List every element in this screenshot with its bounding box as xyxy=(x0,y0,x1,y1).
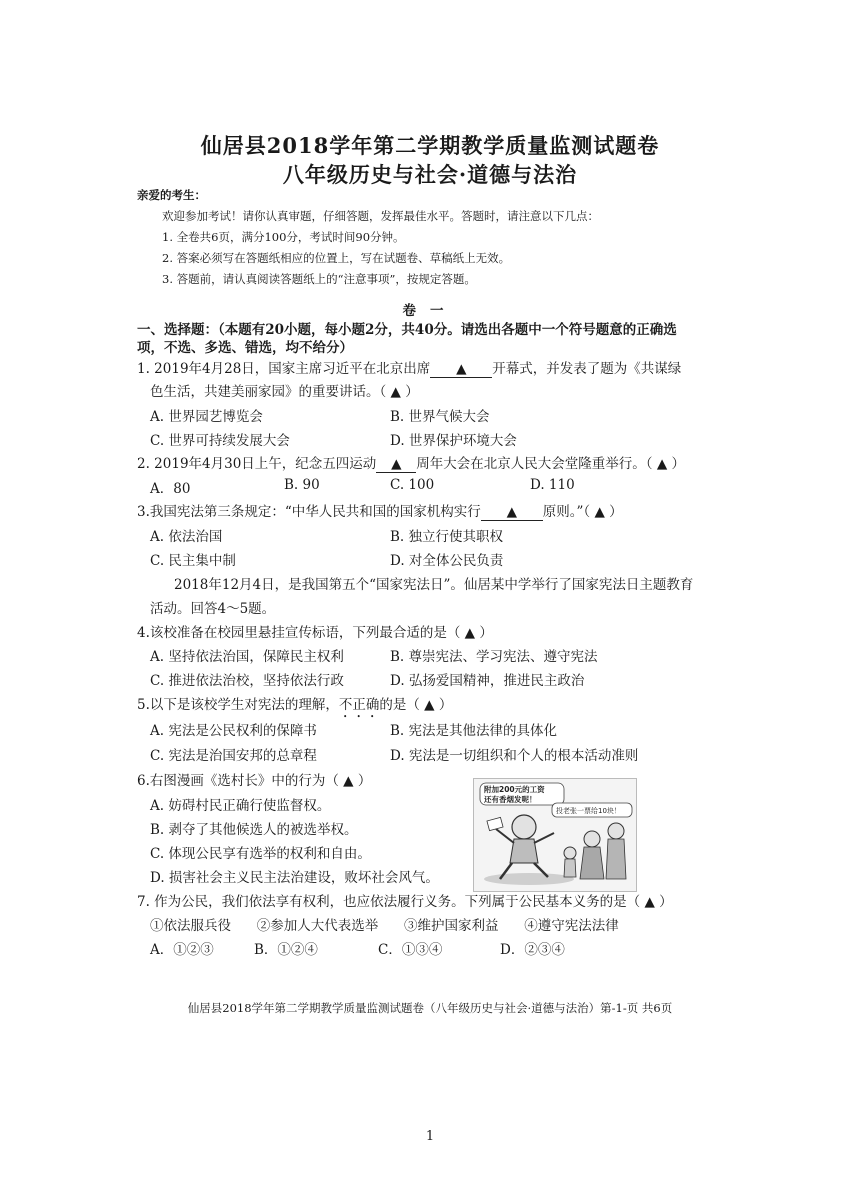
question-1-text-c: 色生活，共建美丽家园》的重要讲话。（ ▲ ） xyxy=(150,384,419,400)
question-6-option-b: B. 剥夺了其他候选人的被选举权。 xyxy=(150,822,358,838)
question-1 xyxy=(137,357,681,378)
question-5-option-d: D. 宪法是一切组织和个人的根本活动准则 xyxy=(390,748,639,764)
question-1-text-a: 1. 2019年4月28日，国家主席习近平在北京出席 xyxy=(137,361,431,377)
question-7-items: ①依法服兵役 ②参加人大代表选举 ③维护国家利益 ④遵守宪法法律 xyxy=(150,918,619,934)
question-2-option-c: C. 100 xyxy=(390,477,435,493)
context-line-1: 2018年12月4日，是我国第五个“国家宪法日”。仙居某中学举行了国家宪法日主题教育 xyxy=(174,577,694,593)
question-3 xyxy=(137,500,623,521)
part1-heading-line1: 一、选择题：（本题有20小题，每小题2分，共40分。请选出各题中一个符号题意的正确选 xyxy=(137,322,677,338)
question-7-option-c: C．①③④ xyxy=(378,942,443,958)
question-2-option-b: B. 90 xyxy=(284,477,320,493)
question-3-option-a: A. 依法治国 xyxy=(150,529,223,545)
question-5-option-c: C. 宪法是治国安邦的总章程 xyxy=(150,748,317,764)
part1-heading-line2: 项，不选、多选、错选，均不给分） xyxy=(137,340,353,356)
question-7-option-d: D．②③④ xyxy=(500,942,565,958)
question-5-option-b: B. 宪法是其他法律的具体化 xyxy=(390,723,558,739)
question-7-option-b: B．①②④ xyxy=(254,942,318,958)
section-label: 卷一 xyxy=(402,303,458,319)
question-4-text: 4.该校准备在校园里悬挂宣传标语，下列最合适的是（ ▲ ） xyxy=(137,625,493,641)
question-2-option-a: A．80 xyxy=(150,481,191,497)
question-3-text-a: 3.我国宪法第三条规定：“中华人民共和国的国家机构实行 xyxy=(137,504,481,520)
question-5-emphasis: 不正确 xyxy=(338,697,380,713)
question-3-option-c: C. 民主集中制 xyxy=(150,553,236,569)
context-line-2: 活动。回答4～5题。 xyxy=(150,601,276,617)
page-number: 1 xyxy=(425,1129,435,1144)
cartoon-caption-1: 附加200元的工资 xyxy=(484,785,545,794)
question-1-blank: ▲ xyxy=(430,361,492,378)
question-7-text: 7. 作为公民，我们依法享有权利，也应依法履行义务。下列属于公民基本义务的是（ ▲ ） xyxy=(137,894,673,910)
question-5-text-b: 的是（ ▲ ） xyxy=(379,697,453,713)
cartoon-drawing xyxy=(474,779,636,891)
question-7-option-a: A．①②③ xyxy=(150,942,214,958)
question-6-option-a: A. 妨碍村民正确行使监督权。 xyxy=(150,798,331,814)
question-6-option-c: C. 体现公民享有选举的权利和自由。 xyxy=(150,846,371,862)
question-1-option-b: B. 世界气候大会 xyxy=(390,409,490,425)
question-4-option-c: C. 推进依法治校，坚持依法行政 xyxy=(150,673,344,689)
question-1-option-c: C. 世界可持续发展大会 xyxy=(150,433,290,449)
question-2-text-a: 2. 2019年4月30日上午，纪念五四运动 xyxy=(137,456,377,472)
question-6-option-d: D. 损害社会主义民主法治建设，败坏社会风气。 xyxy=(150,870,439,886)
greeting: 亲爱的考生： xyxy=(137,188,206,202)
exam-title: 仙居县2018学年第二学期教学质量监测试题卷 xyxy=(200,133,660,158)
question-5-option-a: A. 宪法是公民权利的保障书 xyxy=(150,723,317,739)
question-4-option-b: B. 尊崇宪法、学习宪法、遵守宪法 xyxy=(390,649,598,665)
question-1-text-b: 开幕式，并发表了题为《共谋绿 xyxy=(492,361,682,377)
question-2-blank: ▲ xyxy=(376,456,416,473)
page-footer: 仙居县2018学年第二学期教学质量监测试题卷（八年级历史与社会·道德与法治）第-1-页 共6页 xyxy=(187,1001,673,1015)
instruction-item-3: 3. 答题前，请认真阅读答题纸上的“注意事项”，按规定答题。 xyxy=(162,272,476,286)
instructions-intro: 欢迎参加考试！请你认真审题，仔细答题，发挥最佳水平。答题时，请注意以下几点： xyxy=(162,209,599,223)
question-4-option-d: D. 弘扬爱国精神，推进民主政治 xyxy=(390,673,585,689)
cartoon-caption-3: 投老张一票给10块！ xyxy=(556,807,621,815)
cartoon-caption-2: 还有香烟发呢！ xyxy=(484,795,537,804)
question-2-option-d: D. 110 xyxy=(530,477,575,493)
question-5-text-a: 5.以下是该校学生对宪法的理解， xyxy=(137,697,339,713)
question-3-option-b: B. 独立行使其职权 xyxy=(390,529,504,545)
question-5 xyxy=(137,693,452,721)
question-3-blank: ▲ xyxy=(481,504,543,521)
question-4-option-a: A. 坚持依法治国，保障民主权利 xyxy=(150,649,344,665)
question-3-option-d: D. 对全体公民负责 xyxy=(390,553,504,569)
instruction-item-1: 1. 全卷共6页，满分100分，考试时间90分钟。 xyxy=(162,230,405,244)
question-2 xyxy=(137,452,685,473)
question-1-option-a: A. 世界园艺博览会 xyxy=(150,409,263,425)
question-1-option-d: D. 世界保护环境大会 xyxy=(390,433,517,449)
exam-subtitle: 八年级历史与社会·道德与法治 xyxy=(282,162,578,187)
instruction-item-2: 2. 答案必须写在答题纸相应的位置上，写在试题卷、草稿纸上无效。 xyxy=(162,251,511,265)
cartoon-illustration xyxy=(473,778,637,892)
question-2-text-b: 周年大会在北京人民大会堂隆重举行。（ ▲ ） xyxy=(416,456,686,472)
question-3-text-b: 原则。”（ ▲ ） xyxy=(542,504,623,520)
question-6-text: 6.右图漫画《选村长》中的行为（ ▲ ） xyxy=(137,773,372,789)
